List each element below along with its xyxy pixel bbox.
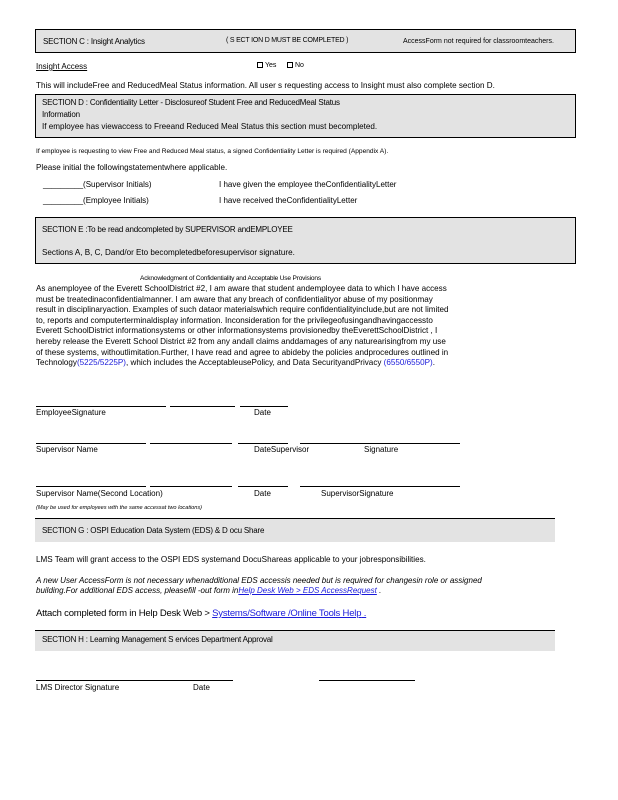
section-d-box: [35, 94, 576, 138]
insight-no-checkbox[interactable]: [287, 62, 293, 68]
please-initial-text: Please initial the followingstatementwhere applicable.: [36, 163, 228, 172]
date-line-1[interactable]: [240, 406, 288, 407]
confidentiality-paragraph: [36, 284, 566, 369]
new-user-line-2-post: .: [376, 586, 382, 595]
systems-software-link[interactable]: Systems/Software /Online Tools Help: [212, 608, 362, 619]
employee-initials-field[interactable]: _________(Employee Initials): [43, 196, 149, 205]
paragraph-line: of these systems, withoutlimitation.Further, I have read and agree to abideby the policies andprocedures outlined in: [36, 347, 449, 357]
lms-director-date-line[interactable]: [319, 680, 415, 681]
attach-pre: Attach completed form in Help Desk Web >: [36, 608, 213, 619]
section-e-title: SECTION E :To be read andcompleted by SUPERVISOR andEMPLOYEE: [42, 225, 293, 234]
employee-signature-line[interactable]: [36, 406, 166, 407]
second-location-note: (May be used for employees with the same accessat two locations): [36, 505, 203, 511]
section-d-title: SECTION D : Confidentiality Letter - Disclosureof Student Free and ReducedMeal Status: [42, 98, 340, 107]
paragraph-line: hereby release the Everett School District #2 from any andall claims anddamages of any naturearisingfrom my use: [36, 336, 446, 346]
lms-team-text: LMS Team will grant access to the OSPI EDS systemand DocuShareas applicable to your jobresponsibilities.: [36, 555, 426, 564]
date-supervisor-label: DateSupervisor: [254, 445, 310, 454]
insight-yes-checkbox[interactable]: [257, 62, 263, 68]
supervisor-signature-2-line[interactable]: [300, 486, 460, 487]
insight-yes-option[interactable]: [257, 62, 276, 69]
employee-signature-label: EmployeeSignature: [36, 408, 106, 417]
attach-form-text: [36, 608, 366, 619]
supervisor-initials-statement: I have given the employee theConfidentialityLetter: [219, 180, 397, 189]
section-h-box: [35, 630, 555, 651]
insight-includes-text: This will includeFree and ReducedMeal Status information. All user s requesting access to Insight must also complete section D.: [36, 81, 495, 90]
section-c-title: SECTION C : Insight Analytics: [43, 37, 145, 46]
lms-director-signature-line[interactable]: [36, 680, 233, 681]
section-d-title-2: Information: [42, 110, 80, 119]
section-g-box: [35, 518, 555, 542]
insight-no-label: No: [295, 62, 304, 69]
section-e-body: Sections A, B, C, Dand/or Eto becompletedbeforesupervisor signature.: [42, 248, 295, 257]
eds-access-request-link[interactable]: Help Desk Web > EDS AccessRequest: [238, 586, 377, 595]
paragraph-line: Everett SchoolDistrict informationsystems or other informationsystems provisionedby theEverettSchoolDistrict , I: [36, 326, 438, 336]
paragraph-line-last: [36, 358, 566, 369]
date-label-2: Date: [254, 489, 271, 498]
new-user-line-1: A new User AccessForm is not necessary whenadditional EDS accessis needed but is required for changesin role or assigned: [36, 576, 482, 585]
employee-initials-statement: I have received theConfidentialityLetter: [219, 196, 358, 205]
new-user-line-2-pre: building.For additional EDS access, pleasefill -out form in: [36, 586, 239, 595]
signature-label: Signature: [364, 445, 399, 454]
new-user-line-2: [36, 586, 381, 595]
supervisor-initials-field[interactable]: _________(Supervisor Initials): [43, 180, 152, 189]
paragraph-line: result in disciplinaryaction. Examples of such dataor materialswhich require confidentialityinclude,but are not limited: [36, 305, 449, 315]
section-d-body: If employee has viewaccess to Freeand Reduced Meal Status this section must becompleted.: [42, 122, 378, 131]
supervisor-signature-line[interactable]: [300, 443, 460, 444]
section-e-box: [35, 217, 576, 264]
supervisor-name-2-line[interactable]: [36, 486, 146, 487]
insight-no-option[interactable]: [287, 62, 304, 69]
section-c-note: ( S ECT ION D MUST BE COMPLETED ): [226, 37, 349, 44]
paragraph-line: As anemployee of the Everett SchoolDistrict #2, I am aware that student andemployee data to which I have access: [36, 284, 447, 293]
lms-director-date-label: Date: [193, 683, 210, 692]
policy-6550-link[interactable]: (6550/6550P): [383, 358, 433, 368]
paragraph-line: must be treatedinaconfidentialmanner. I am aware that any breach of confidentialityor abuse of my positionmay: [36, 294, 433, 304]
paragraph-last-pre: Technology: [36, 358, 77, 368]
supervisor-name-line[interactable]: [36, 443, 146, 444]
supervisor-name-2-line-b[interactable]: [150, 486, 232, 487]
attach-post: .: [361, 608, 367, 619]
section-g-title: SECTION G : OSPI Education Data System (EDS) & D ocu Share: [42, 526, 265, 535]
insight-access-label: Insight Access: [36, 62, 88, 71]
supervisor-name-second-label: Supervisor Name(Second Location): [36, 489, 163, 498]
date-line-2[interactable]: [238, 486, 288, 487]
if-employee-text: If employee is requesting to view Free and Reduced Meal status, a signed Confidentiality Letter is required (Appendix A).: [36, 148, 389, 155]
supervisor-name-line-2[interactable]: [150, 443, 232, 444]
employee-signature-line-2[interactable]: [170, 406, 235, 407]
section-c-right-note: AccessForm not required for classroomteachers.: [403, 38, 554, 45]
section-c-header: [35, 29, 576, 53]
supervisor-name-label: Supervisor Name: [36, 445, 98, 454]
supervisor-signature-2-label: SupervisorSignature: [321, 489, 394, 498]
section-h-title: SECTION H : Learning Management S ervices Department Approval: [42, 635, 273, 644]
date-supervisor-line[interactable]: [238, 443, 288, 444]
paragraph-last-post: .: [432, 358, 435, 368]
date-label-1: Date: [254, 408, 271, 417]
acknowledgment-title: Acknowledgment of Confidentiality and Acceptable Use Provisions: [140, 275, 321, 282]
policy-5225-link[interactable]: (5225/5225P): [76, 358, 127, 368]
paragraph-line: to, reports and computerterminaldisplay information. Inconsideration for the privilegeofusingandhavingaccessto: [36, 315, 433, 325]
paragraph-last-mid: , which includes the AcceptableusePolicy, and Data SecurityandPrivacy: [126, 358, 384, 368]
lms-director-signature-label: LMS Director Signature: [36, 683, 120, 692]
insight-yes-label: Yes: [265, 62, 277, 69]
